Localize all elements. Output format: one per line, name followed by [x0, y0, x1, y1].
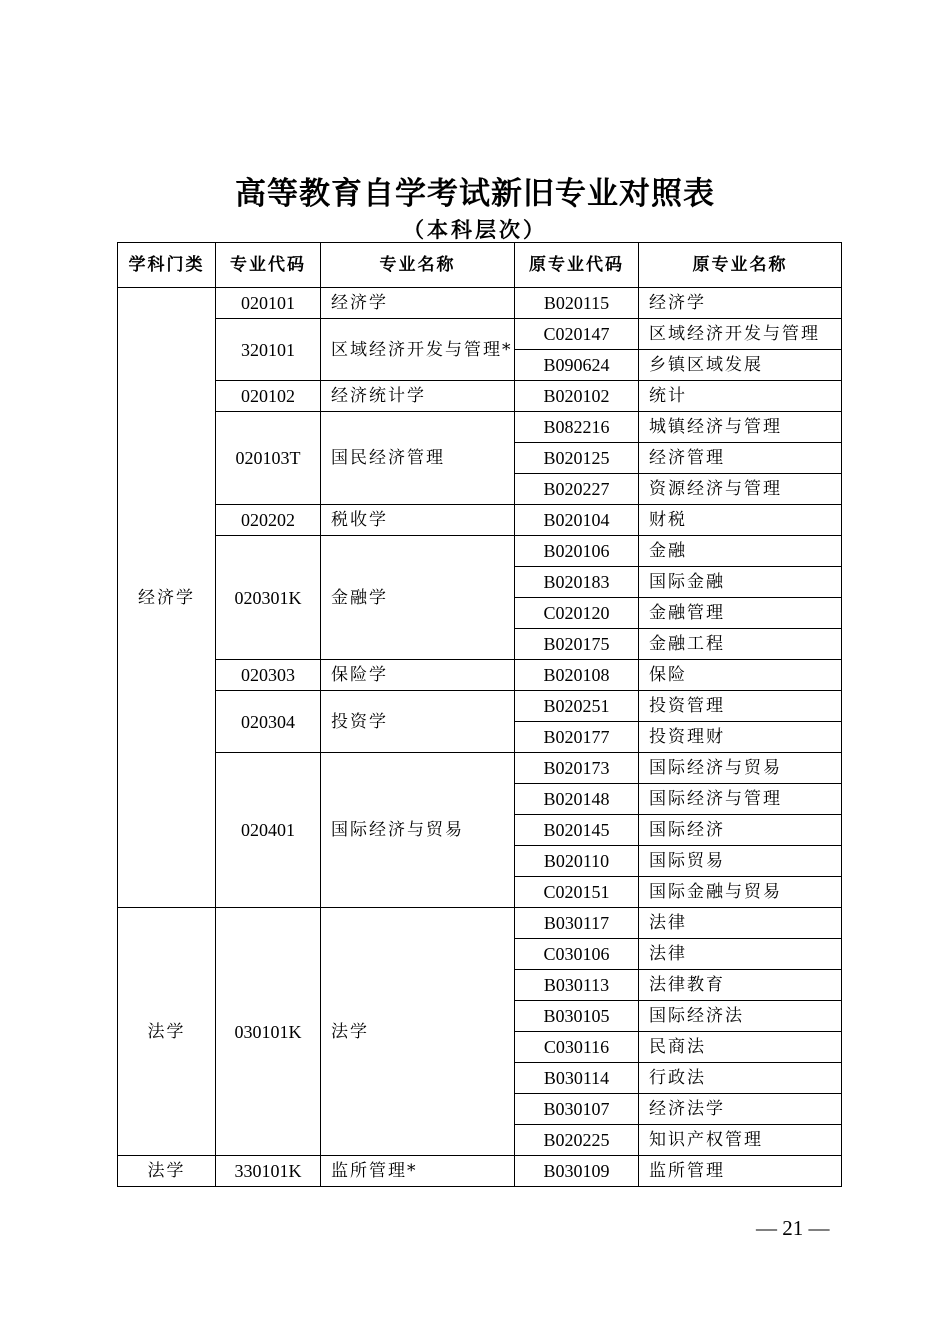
old-code-cell: B090624: [515, 350, 639, 381]
category-cell: 经济学: [118, 288, 216, 908]
table-row: [118, 288, 842, 319]
category-cell: 法学: [118, 908, 216, 1156]
old-name-cell: 投资管理: [639, 691, 842, 722]
major-name-cell: 国民经济管理: [321, 412, 515, 505]
old-code-cell: B030109: [515, 1156, 639, 1187]
old-name-cell: 投资理财: [639, 722, 842, 753]
major-name-cell: 监所管理*: [321, 1156, 515, 1187]
table-header-row: [118, 243, 842, 288]
major-code-cell: 020101: [216, 288, 321, 319]
old-name-cell: 统计: [639, 381, 842, 412]
old-name-cell: 国际经济与贸易: [639, 753, 842, 784]
old-name-cell: 国际金融与贸易: [639, 877, 842, 908]
old-name-cell: 金融管理: [639, 598, 842, 629]
document-subtitle: （本科层次）: [403, 217, 547, 242]
old-code-cell: B030113: [515, 970, 639, 1001]
old-name-cell: 法律教育: [639, 970, 842, 1001]
old-code-cell: C030106: [515, 939, 639, 970]
old-code-cell: B020177: [515, 722, 639, 753]
header-old-name: 原专业名称: [639, 243, 842, 288]
major-name-cell: 税收学: [321, 505, 515, 536]
old-code-cell: B020106: [515, 536, 639, 567]
old-name-cell: 资源经济与管理: [639, 474, 842, 505]
table-row: [118, 691, 842, 722]
major-mapping-table: [117, 242, 842, 1187]
old-name-cell: 区域经济开发与管理: [639, 319, 842, 350]
old-name-cell: 保险: [639, 660, 842, 691]
old-name-cell: 财税: [639, 505, 842, 536]
major-code-cell: 320101: [216, 319, 321, 381]
header-code: 专业代码: [216, 243, 321, 288]
old-code-cell: B030107: [515, 1094, 639, 1125]
major-name-cell: 经济学: [321, 288, 515, 319]
header-old-code: 原专业代码: [515, 243, 639, 288]
old-code-cell: B030117: [515, 908, 639, 939]
major-name-cell: 法学: [321, 908, 515, 1156]
old-name-cell: 监所管理: [639, 1156, 842, 1187]
major-name-cell: 投资学: [321, 691, 515, 753]
old-code-cell: C030116: [515, 1032, 639, 1063]
old-code-cell: B020227: [515, 474, 639, 505]
page-number: — 21 —: [756, 1216, 830, 1240]
table-row: [118, 381, 842, 412]
old-code-cell: B020145: [515, 815, 639, 846]
old-code-cell: C020120: [515, 598, 639, 629]
major-name-cell: 国际经济与贸易: [321, 753, 515, 908]
old-name-cell: 经济法学: [639, 1094, 842, 1125]
major-code-cell: 330101K: [216, 1156, 321, 1187]
old-code-cell: C020147: [515, 319, 639, 350]
old-name-cell: 法律: [639, 939, 842, 970]
major-code-cell: 020401: [216, 753, 321, 908]
old-name-cell: 国际金融: [639, 567, 842, 598]
major-name-cell: 经济统计学: [321, 381, 515, 412]
major-code-cell: 020202: [216, 505, 321, 536]
major-code-cell: 020304: [216, 691, 321, 753]
old-name-cell: 国际经济法: [639, 1001, 842, 1032]
old-code-cell: C020151: [515, 877, 639, 908]
category-cell: 法学: [118, 1156, 216, 1187]
old-code-cell: B020104: [515, 505, 639, 536]
old-name-cell: 经济管理: [639, 443, 842, 474]
old-code-cell: B020148: [515, 784, 639, 815]
major-code-cell: 020301K: [216, 536, 321, 660]
header-category: 学科门类: [118, 243, 216, 288]
major-code-cell: 020303: [216, 660, 321, 691]
old-code-cell: B020251: [515, 691, 639, 722]
old-code-cell: B020115: [515, 288, 639, 319]
major-code-cell: 030101K: [216, 908, 321, 1156]
old-code-cell: B020183: [515, 567, 639, 598]
major-name-cell: 区域经济开发与管理*: [321, 319, 515, 381]
old-code-cell: B030114: [515, 1063, 639, 1094]
old-code-cell: B020125: [515, 443, 639, 474]
old-name-cell: 法律: [639, 908, 842, 939]
old-name-cell: 国际经济与管理: [639, 784, 842, 815]
old-name-cell: 国际贸易: [639, 846, 842, 877]
major-code-cell: 020102: [216, 381, 321, 412]
old-name-cell: 经济学: [639, 288, 842, 319]
table-row: [118, 505, 842, 536]
old-name-cell: 知识产权管理: [639, 1125, 842, 1156]
table-row: [118, 536, 842, 567]
old-name-cell: 民商法: [639, 1032, 842, 1063]
old-code-cell: B020175: [515, 629, 639, 660]
old-code-cell: B082216: [515, 412, 639, 443]
major-name-cell: 保险学: [321, 660, 515, 691]
table-row: [118, 908, 842, 939]
old-name-cell: 行政法: [639, 1063, 842, 1094]
header-name: 专业名称: [321, 243, 515, 288]
old-name-cell: 金融工程: [639, 629, 842, 660]
document-title: 高等教育自学考试新旧专业对照表: [235, 176, 715, 212]
old-code-cell: B030105: [515, 1001, 639, 1032]
old-code-cell: B020225: [515, 1125, 639, 1156]
old-name-cell: 国际经济: [639, 815, 842, 846]
table-row: [118, 319, 842, 350]
old-code-cell: B020110: [515, 846, 639, 877]
old-name-cell: 金融: [639, 536, 842, 567]
old-name-cell: 乡镇区域发展: [639, 350, 842, 381]
table-row: [118, 660, 842, 691]
table-row: [118, 412, 842, 443]
old-code-cell: B020102: [515, 381, 639, 412]
old-code-cell: B020173: [515, 753, 639, 784]
major-name-cell: 金融学: [321, 536, 515, 660]
major-code-cell: 020103T: [216, 412, 321, 505]
table-row: [118, 753, 842, 784]
old-code-cell: B020108: [515, 660, 639, 691]
old-name-cell: 城镇经济与管理: [639, 412, 842, 443]
table-row: [118, 1156, 842, 1187]
